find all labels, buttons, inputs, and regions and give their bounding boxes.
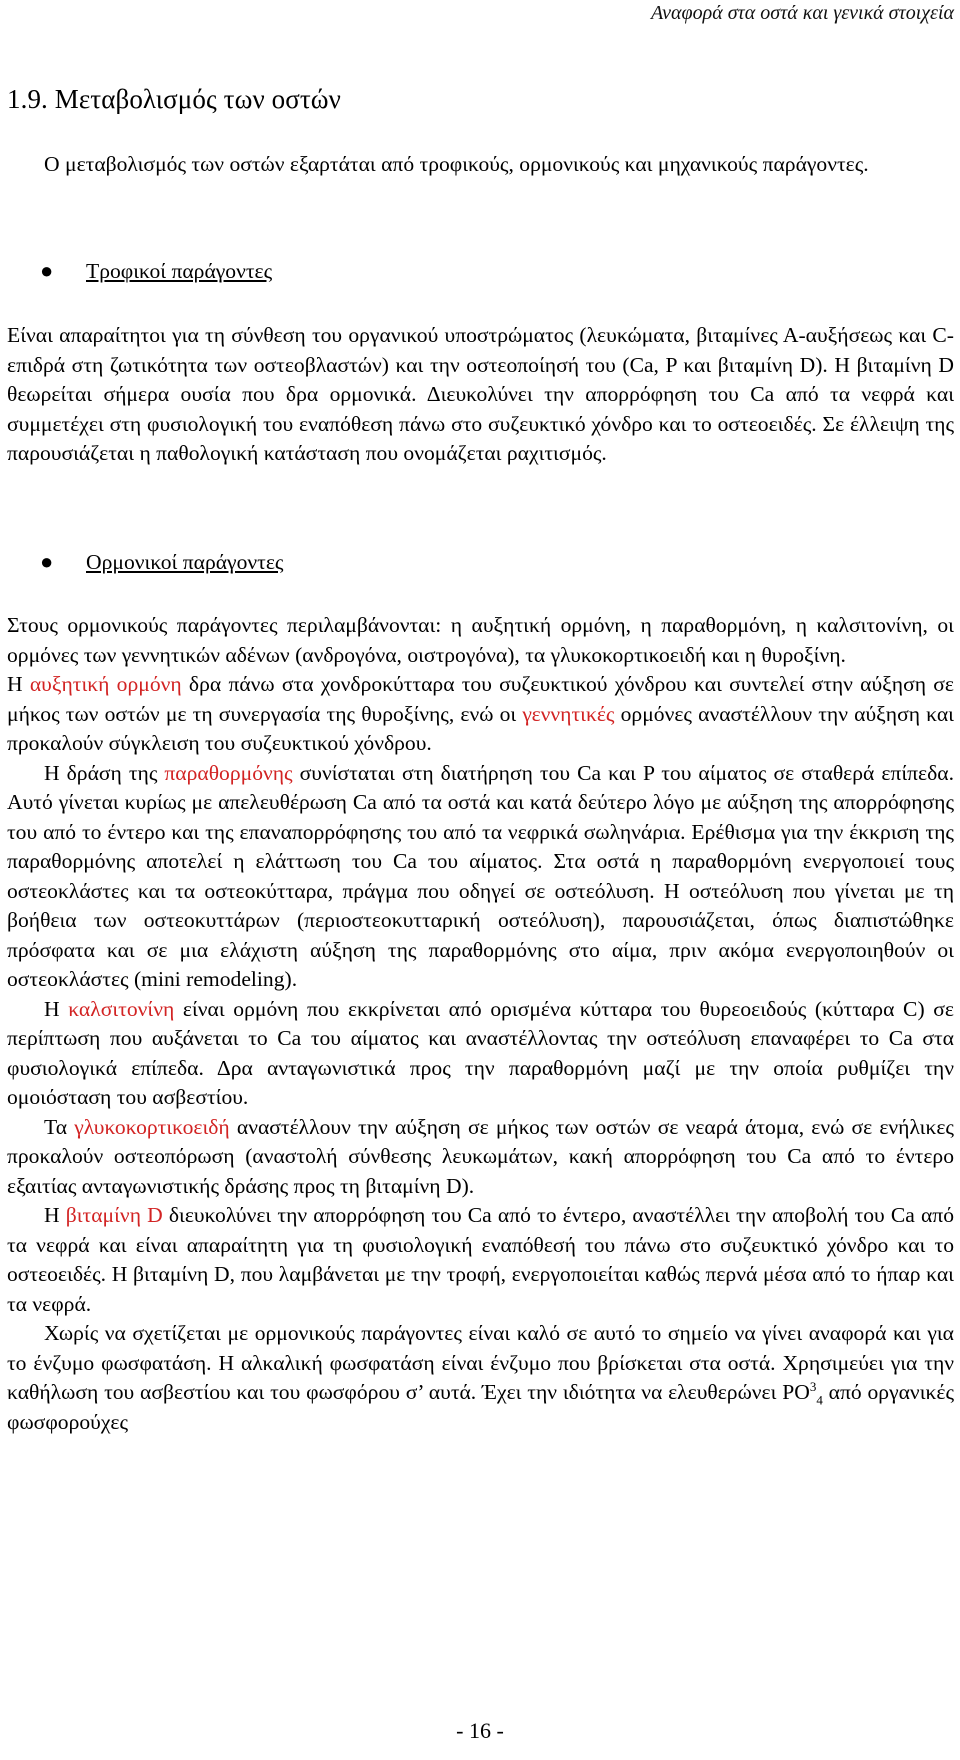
- text-run: ορμόνες αναστέλλουν την αύξηση και προκαλούν σύγκλειση του συζευκτικού χόνδρου.: [7, 701, 954, 755]
- phosphatase-paragraph: [7, 1319, 954, 1437]
- superscript: 3: [809, 1378, 817, 1394]
- highlight-term: παραθορμόνης: [164, 760, 293, 785]
- text-run: αναστέλλουν την αύξηση σε μήκος των οστών σε νεαρά άτομα, ενώ σε ενήλικες προκαλούν οστεοπόρωση (αναστολή σύνθεσης λευκωμάτων, κακή απορρόφηση του Ca από το έντερο εξαιτίας ανταγωνιστικής δράσης προς τη βιταμίνη D).: [7, 1114, 954, 1198]
- bullet-hormonal-factors: [40, 547, 283, 578]
- text-run: Η δράση της: [44, 760, 165, 785]
- parathormone-paragraph: [7, 759, 954, 995]
- text-run: διευκολύνει την απορρόφηση του Ca από το έντερο, αναστέλλει την αποβολή του Ca από τα νεφρά και είναι απαραίτητη για τη φυσιολογική εναπόθεσή του πάνω στο συζευκτικό χόνδρο και το οστεοειδές. Η βιταμίνη D, που λαμβάνεται με την τροφή, ενεργοποιείται καθώς περνά μέσα από το ήπαρ και τα νεφρά.: [7, 1203, 954, 1316]
- running-header: Αναφορά στα οστά και γενικά στοιχεία: [651, 2, 954, 24]
- hormonal-section: [7, 611, 954, 1437]
- bullet-trophic-factors: [40, 256, 272, 287]
- bullet-icon: ●: [40, 549, 54, 574]
- trophic-paragraph: [7, 321, 954, 469]
- intro-paragraph: [7, 150, 954, 180]
- section-title: 1.9. Μεταβολισμός των οστών: [7, 84, 341, 114]
- glucocorticoid-paragraph: [7, 1113, 954, 1202]
- text-run: Η: [7, 672, 30, 696]
- calcitonin-paragraph: [7, 995, 954, 1113]
- bullet-label: Ορμονικοί παράγοντες: [86, 550, 284, 574]
- text-run: δρα πάνω στα χονδροκύτταρα του συζευκτικού χόνδρου και συντελεί στην αύξηση σε μήκος των οστών με τη συνεργασία της θυροξίνης, ενώ οι: [7, 672, 954, 726]
- hormonal-intro: Στους ορμονικούς παράγοντες περιλαμβάνονται: η αυξητική ορμόνη, η παραθορμόνη, η καλσιτονίνη, οι ορμόνες των γεννητικών αδένων (ανδρογόνα, οιστρογόνα), τα γλυκοκορτικοειδή και η θυροξίνη.: [7, 613, 954, 667]
- page-number: - 16 -: [456, 1718, 504, 1743]
- highlight-term: γλυκοκορτικοειδή: [74, 1114, 230, 1139]
- bullet-label: Τροφικοί παράγοντες: [86, 259, 273, 283]
- highlight-term: αυξητική ορμόνη: [29, 672, 182, 696]
- growth-hormone-paragraph: [7, 670, 954, 759]
- text-run: Τα: [44, 1114, 75, 1139]
- highlight-term: καλσιτονίνη: [68, 996, 175, 1021]
- highlight-term: βιταμίνη D: [65, 1203, 163, 1227]
- text-run: Η: [44, 1203, 66, 1227]
- highlight-term: γεννητικές: [522, 701, 615, 726]
- trophic-text: Είναι απαραίτητοι για τη σύνθεση του οργανικού υποστρώματος (λευκώματα, βιταμίνες Α-αυξήσεως και C-επιδρά στη ζωτικότητα των οστεοβλαστών) και την οστεοποίησή του (Ca, P και βιταμίνη D). Η βιταμίνη D θεωρείται σήμερα ουσία που δρα ορμονικά. Διευκολύνει την απορρόφηση του Ca από τα νεφρά και συμμετέχει στη φυσιολογική του εναπόθεση πάνω στο συζευκτικό χόνδρο και το οστεοειδές. Σε έλλειψη της παρουσιάζεται η παθολογική κατάσταση που ονομάζεται ραχιτισμός.: [7, 323, 954, 465]
- text-run: συνίσταται στη διατήρηση του Ca και P του αίματος σε σταθερά επίπεδα. Αυτό γίνεται κυρίως με απελευθέρωση Ca από τα οστά και κατά δεύτερο λόγο με αύξηση της απορρόφησης του από το έντερο και της επαναπορρόφησης του από τα νεφρικά σωληνάρια. Ερέθισμα για την έκκριση της παραθορμόνης αποτελεί η ελάττωση του Ca του αίματος. Στα οστά η παραθορμόνη ενεργοποιεί τους οστεοκλάστες και τα οστεοκύτταρα, πράγμα που οδηγεί σε οστεόλυση. Η οστεόλυση που γίνεται με τη βοήθεια των οστεοκυττάρων (περιοστεοκυτταρική οστεόλυση), παρουσιάζεται, όπως διαπιστώθηκε πρόσφατα και σε μια ελάχιστη αύξηση της παραθορμόνης στο αίμα, πριν ακόμα ενεργοποιηθούν οι οστεοκλάστες (mini remodeling).: [7, 760, 955, 991]
- text-run: από οργανικές φωσφορούχες: [7, 1380, 955, 1434]
- text-run: Η: [44, 996, 69, 1021]
- subscript: 4: [816, 1392, 823, 1408]
- text-run: Χωρίς να σχετίζεται με ορμονικούς παράγοντες είναι καλό σε αυτό το σημείο να γίνει αναφορά και για το ένζυμο φωσφατάση. Η αλκαλική φωσφατάση είναι ένζυμο που βρίσκεται στα οστά. Χρησιμεύει για την καθήλωση του ασβεστίου και του φωσφόρου σ’ αυτά. Έχει την ιδιότητα να ελευθερώνει PO: [7, 1321, 954, 1404]
- bullet-icon: ●: [40, 258, 54, 283]
- intro-text: Ο μεταβολισμός των οστών εξαρτάται από τροφικούς, ορμονικούς και μηχανικούς παράγοντες.: [44, 152, 869, 176]
- vitamin-d-paragraph: [7, 1201, 954, 1319]
- text-run: είναι ορμόνη που εκκρίνεται από ορισμένα κύτταρα του θυρεοειδούς (κύτταρα C) σε περίπτωση που αυξάνεται το Ca του αίματος και αναστέλλοντας την οστεόλυση επαναφέρει το Ca στα φυσιολογικά επίπεδα. Δρα ανταγωνιστικά προς την παραθορμόνη μαζί με την οποία ρυθμίζει την ομοιόσταση του ασβεστίου.: [7, 996, 954, 1109]
